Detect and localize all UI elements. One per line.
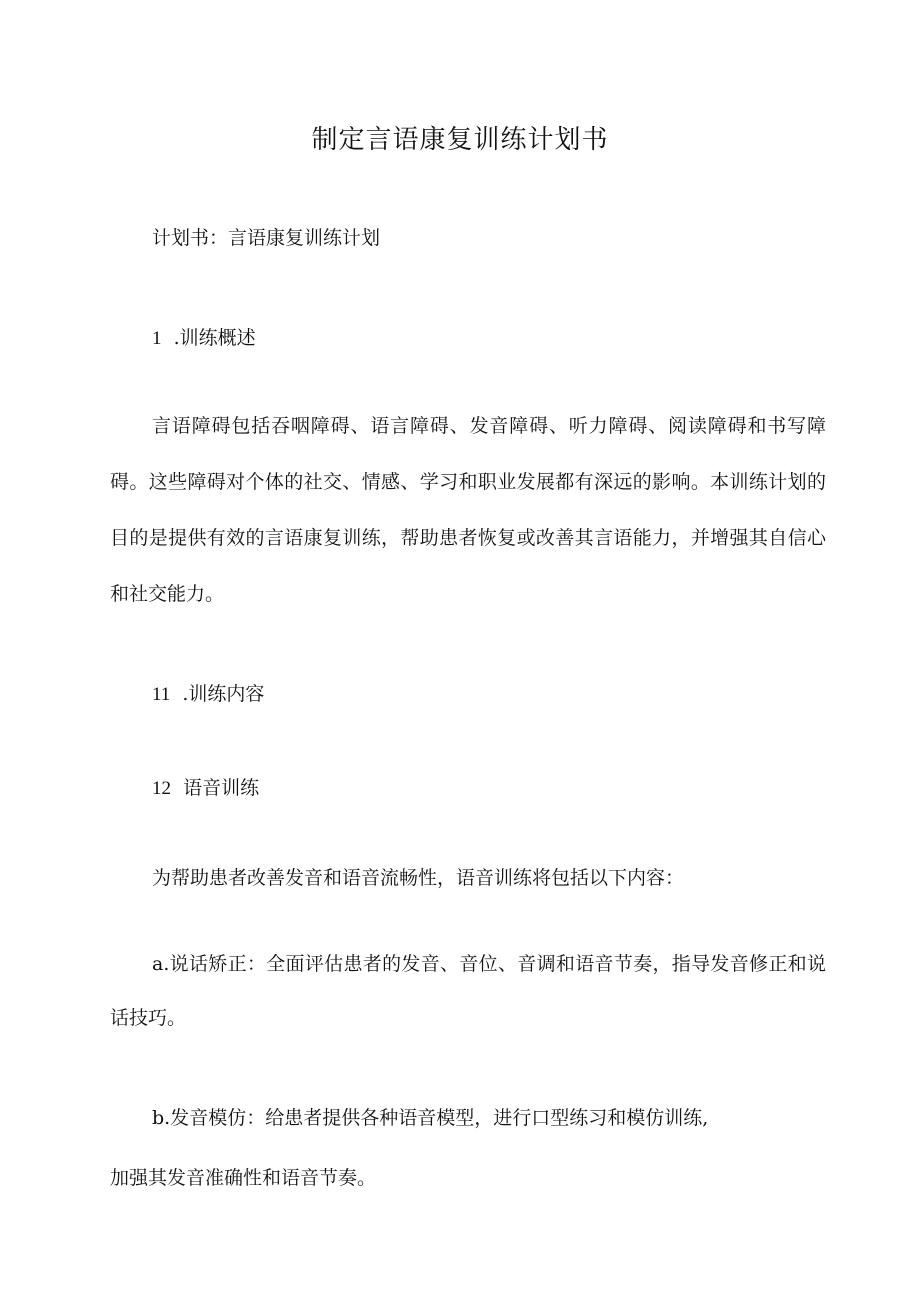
section-heading-content — [152, 682, 264, 707]
document-title: 制定言语康复训练计划书 — [311, 125, 609, 155]
section-number: 11 — [152, 684, 171, 705]
item-a-paragraph: a.说话矫正：全面评估患者的发音、音位、音调和语音节奏，指导发音修正和说话技巧。 — [110, 953, 826, 1029]
item-b-line-1: b.发音模仿：给患者提供各种语音模型，进行口型练习和模仿训练, — [152, 1107, 709, 1129]
section-number: 1 — [152, 328, 162, 349]
section-title: .训练概述 — [173, 327, 256, 349]
section-heading-speech — [152, 776, 259, 801]
section-title: .训练内容 — [182, 683, 265, 705]
intro-paragraph: 言语障碍包括吞咽障碍、语言障碍、发音障碍、听力障碍、阅读障碍和书写障碍。这些障碍对个体的社交、情感、学习和职业发展都有深远的影响。本训练计划的目的是提供有效的言语康复训练，帮助患者恢复或改善其言语能力，并增强其自信心和社交能力。 — [110, 415, 826, 605]
section-heading-overview — [152, 326, 256, 351]
document-subtitle: 计划书：言语康复训练计划 — [152, 227, 381, 249]
section-title: 语音训练 — [183, 777, 260, 799]
item-b-line-2: 加强其发音准确性和语音节奏。 — [110, 1167, 377, 1189]
speech-intro-paragraph: 为帮助患者改善发音和语音流畅性，语音训练将包括以下内容： — [152, 867, 685, 889]
section-number: 12 — [152, 778, 171, 799]
